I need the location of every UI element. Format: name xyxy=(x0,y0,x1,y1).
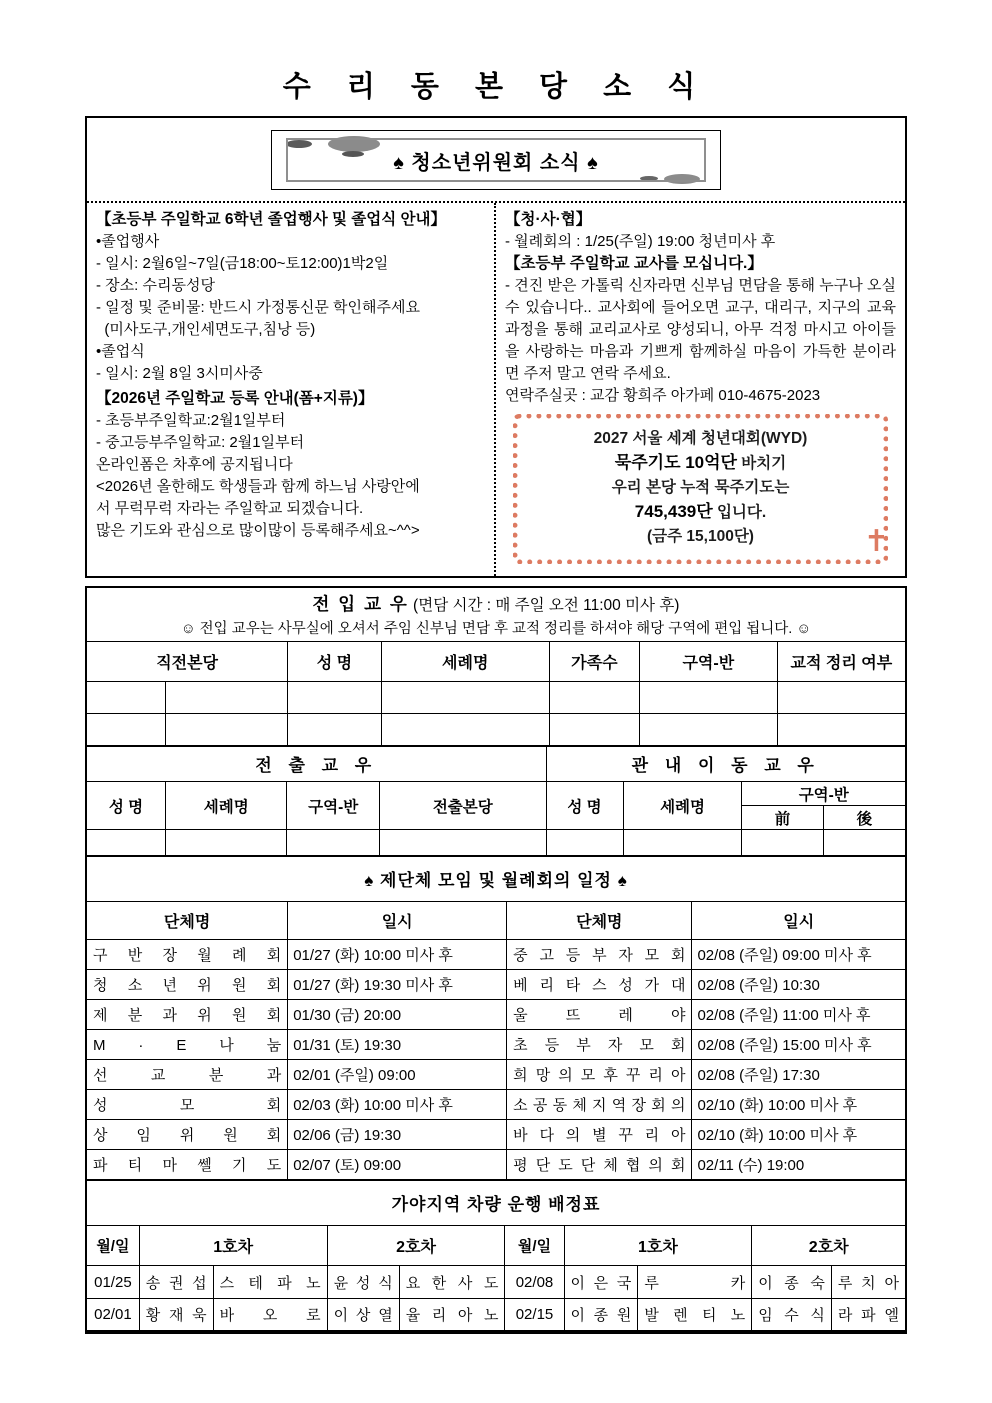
driver-name-cell: 이 종 원 xyxy=(564,1299,638,1332)
wyd-rosary-box xyxy=(513,414,888,564)
group-name-cell: 성 모 회 xyxy=(86,1090,288,1120)
text-line: 온라인폼은 차후에 공지됩니다 xyxy=(96,456,293,473)
empty-cell xyxy=(777,682,906,714)
col-header: 성 명 xyxy=(546,782,623,830)
col-header: 세례명 xyxy=(381,642,549,682)
empty-cell xyxy=(639,682,777,714)
driver-name-cell: 임 수 식 xyxy=(752,1299,832,1332)
group-name-cell: 소 공 동 체 지 역 장 회 의 xyxy=(507,1090,692,1120)
driver-name-cell: 이 상 열 xyxy=(327,1299,399,1332)
empty-cell xyxy=(288,682,381,714)
wyd-text: 바치기 xyxy=(736,455,787,472)
text-line: <2026년 올한해도 학생들과 함께 하느님 사랑안에 xyxy=(96,478,420,495)
group-name-cell: 초 등 부 자 모 회 xyxy=(507,1030,692,1060)
text-line: - 일시: 2월6일~7일(금18:00~토12:00)1박2일 xyxy=(96,255,389,272)
empty-cell xyxy=(639,714,777,746)
col-header: 성 명 xyxy=(288,642,381,682)
col-header: 월/일 xyxy=(505,1226,564,1266)
wyd-strong-text: 745,439단 xyxy=(634,502,713,521)
col-header: 전출본당 xyxy=(380,782,546,830)
vehicle-row xyxy=(86,1266,906,1299)
transfer-in-table xyxy=(85,586,907,747)
youth-columns xyxy=(87,201,905,576)
text-line: •졸업식 xyxy=(96,343,145,360)
youth-left-column xyxy=(87,203,496,576)
driver-name-cell: 송 권 섭 xyxy=(139,1266,213,1299)
col-header: 일시 xyxy=(692,902,906,940)
text-line: 많은 기도와 관심으로 많이많이 등록해주세요~^^> xyxy=(96,522,420,539)
empty-cell xyxy=(86,830,166,856)
col-header: 구역-반 xyxy=(287,782,380,830)
meeting-time-cell: 02/03 (화) 10:00 미사 후 xyxy=(288,1090,507,1120)
date-cell: 02/01 xyxy=(86,1299,139,1332)
teacher-recruit-paragraph: - 견진 받은 가톨릭 신자라면 신부님 면담을 통해 누구나 오실수 있습니다.. 교사회에 들어오면 교구, 대리구, 지구의 교육과정을 통해 교리교사로 양성되니, 아무 걱정 마시고 아이들을 사랑하는 마음과 기쁘게 함께하실 마음이 가득한 분이라면 주저 말고 연락 주세요. xyxy=(505,277,896,382)
meeting-time-cell: 02/11 (수) 19:00 xyxy=(692,1150,906,1180)
empty-cell xyxy=(86,714,166,746)
vehicle-row xyxy=(86,1299,906,1332)
transfer-in-title xyxy=(89,591,903,616)
empty-cell xyxy=(166,830,287,856)
empty-cell xyxy=(549,682,639,714)
meeting-row xyxy=(86,940,906,970)
meetings-table xyxy=(85,855,907,1181)
empty-cell xyxy=(549,714,639,746)
meeting-time-cell: 02/08 (주일) 15:00 미사 후 xyxy=(692,1030,906,1060)
col-header: 단체명 xyxy=(86,902,288,940)
vehicle-table xyxy=(85,1179,907,1334)
meeting-time-cell: 01/27 (화) 19:30 미사 후 xyxy=(288,970,507,1000)
col-header: 일시 xyxy=(288,902,507,940)
col-header: 직전본당 xyxy=(86,642,288,682)
baptismal-name-cell: 스 테 파 노 xyxy=(213,1266,327,1299)
crucifix-icon: ✝ xyxy=(863,525,889,558)
baptismal-name-cell: 바 오 로 xyxy=(213,1299,327,1332)
group-name-cell: 울 뜨 레 야 xyxy=(507,1000,692,1030)
empty-cell xyxy=(623,830,742,856)
empty-cell xyxy=(166,682,288,714)
section-heading: 【2026년 주일학교 등록 안내(폼+지류)】 xyxy=(96,390,374,407)
empty-cell xyxy=(166,714,288,746)
meeting-time-cell: 01/27 (화) 10:00 미사 후 xyxy=(288,940,507,970)
meeting-time-cell: 02/10 (화) 10:00 미사 후 xyxy=(692,1120,906,1150)
empty-cell xyxy=(777,714,906,746)
col-header: 세례명 xyxy=(623,782,742,830)
empty-cell xyxy=(546,830,623,856)
meeting-row xyxy=(86,970,906,1000)
meeting-time-cell: 01/30 (금) 20:00 xyxy=(288,1000,507,1030)
group-name-cell: 선 교 분 과 xyxy=(86,1060,288,1090)
meeting-row xyxy=(86,1000,906,1030)
wyd-line: 우리 본당 누적 묵주기도는 xyxy=(611,479,790,496)
text-line: - 월례회의 : 1/25(주일) 19:00 청년미사 후 xyxy=(505,233,776,250)
driver-name-cell: 황 재 욱 xyxy=(139,1299,213,1332)
baptismal-name-cell: 라 파 엘 xyxy=(831,1299,906,1332)
section-heading: 【청·사·협】 xyxy=(505,211,592,228)
col-header: 성 명 xyxy=(86,782,166,830)
group-name-cell: 평 단 도 단 체 협 의 회 xyxy=(507,1150,692,1180)
transfer-in-title-rest: (면담 시간 : 매 주일 오전 11:00 미사 후) xyxy=(408,597,680,614)
group-name-cell: 베 리 타 스 성 가 대 xyxy=(507,970,692,1000)
wyd-strong-text: 묵주기도 10억단 xyxy=(614,453,737,472)
section-heading: 【초등부 주일학교 교사를 모십니다.】 xyxy=(505,255,763,272)
text-line: - 초등부주일학교:2월1일부터 xyxy=(96,412,286,429)
group-name-cell: 구 반 장 월 례 회 xyxy=(86,940,288,970)
section-heading: 【초등부 주일학교 6학년 졸업행사 및 졸업식 안내】 xyxy=(96,211,446,228)
transfer-in-caption xyxy=(86,587,906,642)
text-line: 서 무럭무럭 자라는 주일학교 되겠습니다. xyxy=(96,500,364,517)
transfer-out-title: 전 출 교 우 xyxy=(86,746,546,782)
meeting-row xyxy=(86,1090,906,1120)
empty-row xyxy=(86,682,906,714)
col-header: 1호차 xyxy=(564,1226,752,1266)
group-name-cell: 중 고 등 부 자 모 회 xyxy=(507,940,692,970)
youth-committee-section xyxy=(85,116,907,578)
text-line: (미사도구,개인세면도구,침낭 등) xyxy=(96,321,316,338)
group-name-cell: M · E 나 눔 xyxy=(86,1030,288,1060)
empty-cell xyxy=(381,714,549,746)
meeting-time-cell: 01/31 (토) 19:30 xyxy=(288,1030,507,1060)
baptismal-name-cell: 요 한 사 도 xyxy=(399,1266,505,1299)
transfer-in-subtitle: ☺ 전입 교우는 사무실에 오셔서 주임 신부님 면담 후 교적 정리를 하셔야 해당 구역에 편입 됩니다. ☺ xyxy=(180,621,812,637)
youth-right-column xyxy=(496,203,905,576)
baptismal-name-cell: 루 치 아 xyxy=(831,1266,906,1299)
group-name-cell: 파 티 마 쎌 기 도 xyxy=(86,1150,288,1180)
empty-cell xyxy=(86,682,166,714)
transfer-out-table xyxy=(85,745,907,857)
col-header: 1호차 xyxy=(139,1226,327,1266)
col-header: 구역-반 xyxy=(742,782,906,806)
wyd-text: 입니다. xyxy=(712,504,767,521)
meeting-time-cell: 02/10 (화) 10:00 미사 후 xyxy=(692,1090,906,1120)
empty-cell xyxy=(823,830,906,856)
date-cell: 01/25 xyxy=(86,1266,139,1299)
page-title: 수 리 동 본 당 소 식 xyxy=(282,71,710,103)
wyd-line xyxy=(532,451,869,476)
meeting-time-cell: 02/08 (주일) 11:00 미사 후 xyxy=(692,1000,906,1030)
text-line: - 장소: 수리동성당 xyxy=(96,277,215,294)
meeting-row xyxy=(86,1150,906,1180)
col-header: 가족수 xyxy=(549,642,639,682)
youth-committee-banner xyxy=(271,130,721,190)
driver-name-cell: 이 종 숙 xyxy=(752,1266,832,1299)
empty-cell xyxy=(288,714,381,746)
col-header: 세례명 xyxy=(166,782,287,830)
date-cell: 02/15 xyxy=(505,1299,564,1332)
meeting-time-cell: 02/08 (주일) 09:00 미사 후 xyxy=(692,940,906,970)
col-header: 2호차 xyxy=(752,1226,906,1266)
empty-cell xyxy=(742,830,823,856)
col-header: 단체명 xyxy=(507,902,692,940)
meeting-row xyxy=(86,1060,906,1090)
col-header-before: 前 xyxy=(742,806,823,830)
meeting-row xyxy=(86,1120,906,1150)
col-header: 월/일 xyxy=(86,1226,139,1266)
group-name-cell: 제 분 과 위 원 회 xyxy=(86,1000,288,1030)
empty-row xyxy=(86,714,906,746)
date-cell: 02/08 xyxy=(505,1266,564,1299)
text-line: •졸업행사 xyxy=(96,233,160,250)
meeting-time-cell: 02/01 (주일) 09:00 xyxy=(288,1060,507,1090)
meeting-time-cell: 02/06 (금) 19:30 xyxy=(288,1120,507,1150)
col-header: 2호차 xyxy=(327,1226,505,1266)
baptismal-name-cell: 루 카 xyxy=(638,1266,752,1299)
meeting-time-cell: 02/07 (토) 09:00 xyxy=(288,1150,507,1180)
banner-title: ♠ 청소년위원회 소식 ♠ xyxy=(393,151,599,174)
group-name-cell: 상 임 위 원 회 xyxy=(86,1120,288,1150)
col-header: 교적 정리 여부 xyxy=(777,642,906,682)
empty-cell xyxy=(287,830,380,856)
text-line: - 일시: 2월 8일 3시미사중 xyxy=(96,365,263,382)
meeting-time-cell: 02/08 (주일) 17:30 xyxy=(692,1060,906,1090)
vehicle-table-title: 가야지역 차량 운행 배정표 xyxy=(86,1180,906,1226)
text-line: - 일정 및 준비물: 반드시 가정통신문 학인해주세요 xyxy=(96,299,420,316)
driver-name-cell: 윤 성 식 xyxy=(327,1266,399,1299)
wyd-line: (금주 15,100단) xyxy=(647,528,754,545)
group-name-cell: 희 망 의 모 후 꾸 리 아 xyxy=(507,1060,692,1090)
internal-move-title: 관 내 이 동 교 우 xyxy=(546,746,906,782)
col-header-after: 後 xyxy=(823,806,906,830)
group-name-cell: 바 다 의 별 꾸 리 아 xyxy=(507,1120,692,1150)
empty-row xyxy=(86,830,906,856)
transfer-in-title-bold: 전 입 교 우 xyxy=(312,594,409,614)
col-header: 구역-반 xyxy=(639,642,777,682)
wyd-line: 2027 서울 세계 청년대회(WYD) xyxy=(593,430,808,447)
empty-cell xyxy=(380,830,546,856)
wyd-line xyxy=(532,500,869,525)
text-line: - 중고등부주일학교: 2월1일부터 xyxy=(96,434,305,451)
meetings-title: ♠ 제단체 모임 및 월례회의 일정 ♠ xyxy=(86,856,906,902)
empty-cell xyxy=(381,682,549,714)
meeting-time-cell: 02/08 (주일) 10:30 xyxy=(692,970,906,1000)
contact-line: 연락주실곳 : 교감 황희주 아가페 010-4675-2023 xyxy=(505,387,821,404)
baptismal-name-cell: 율 리 아 노 xyxy=(399,1299,505,1332)
meeting-row xyxy=(86,1030,906,1060)
group-name-cell: 청 소 년 위 원 회 xyxy=(86,970,288,1000)
baptismal-name-cell: 발 렌 티 노 xyxy=(638,1299,752,1332)
driver-name-cell: 이 은 국 xyxy=(564,1266,638,1299)
